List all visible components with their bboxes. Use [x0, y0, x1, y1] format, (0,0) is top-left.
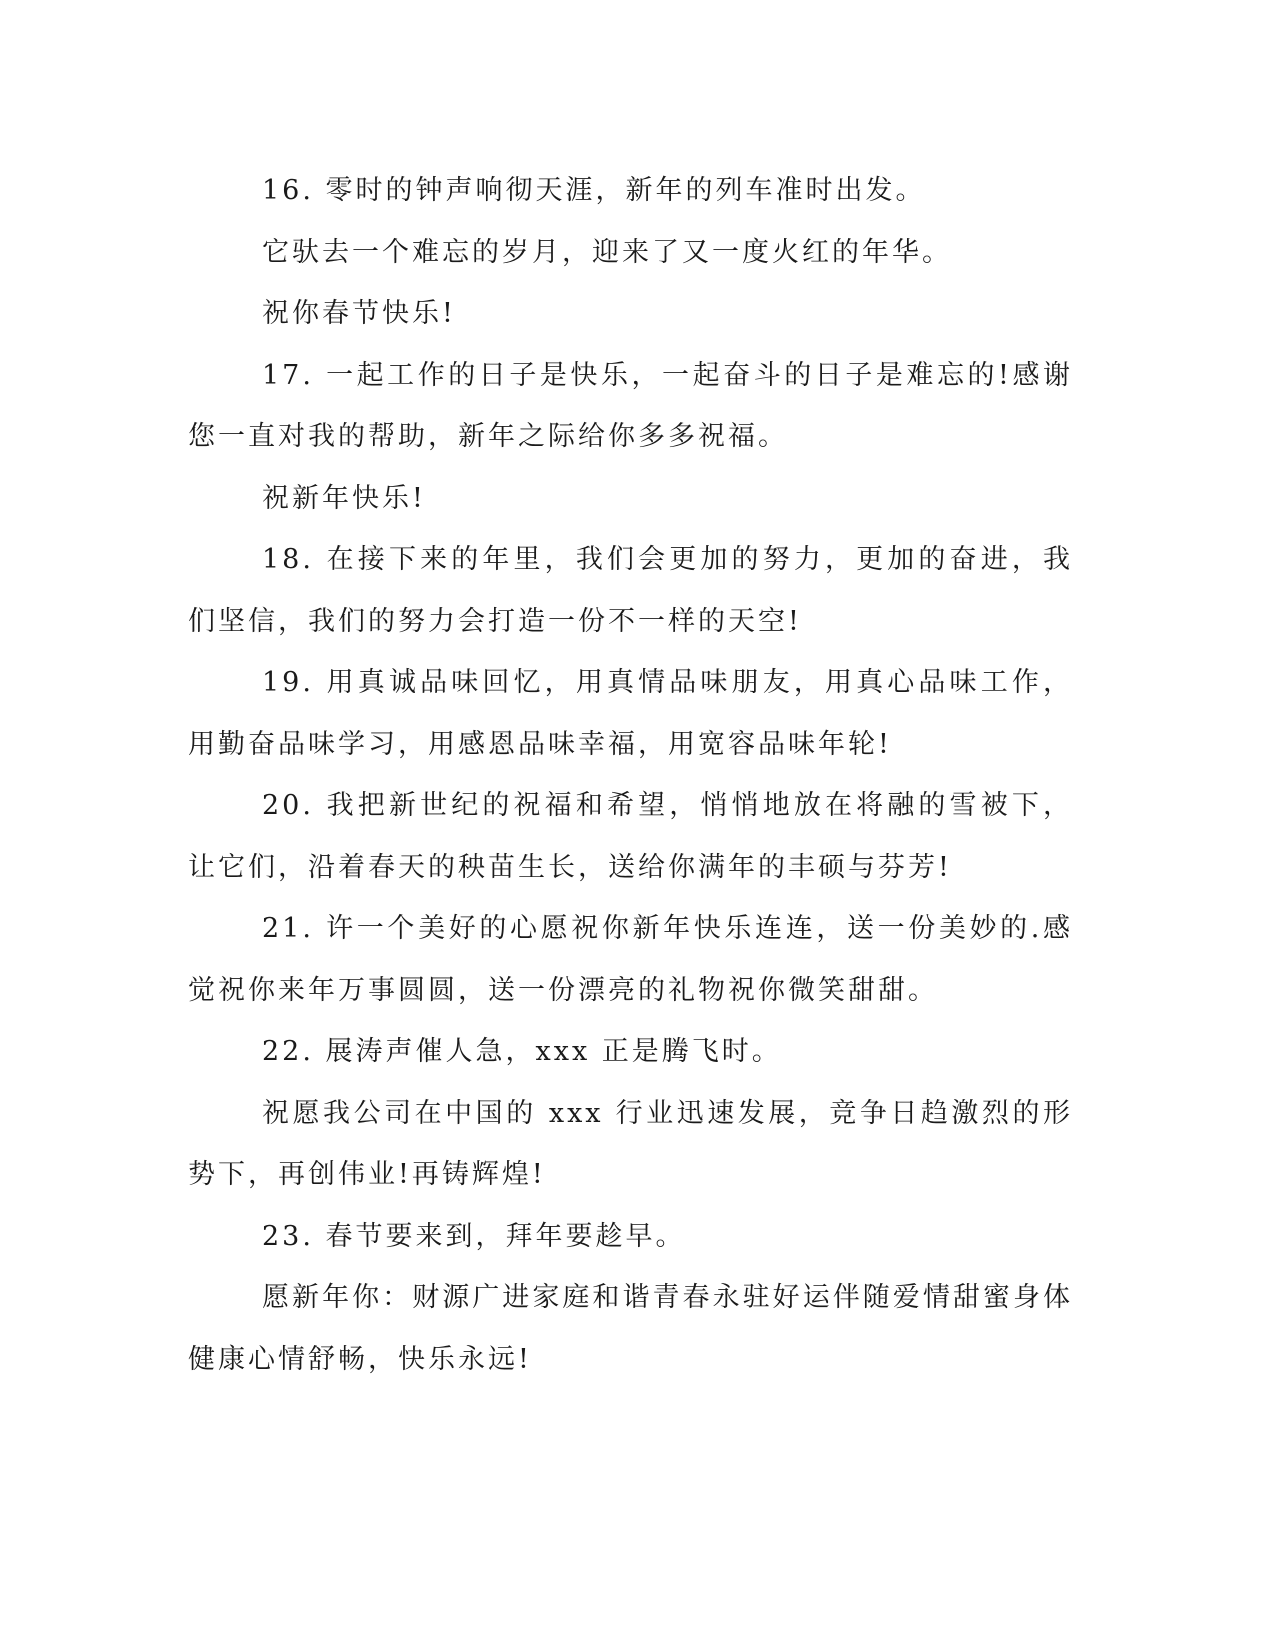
document-body [188, 160, 1073, 1390]
paragraph: 18. 在接下来的年里，我们会更加的努力，更加的奋进，我们坚信，我们的努力会打造一份不一样的天空! [188, 544, 1073, 637]
paragraph: 祝愿我公司在中国的 xxx 行业迅速发展，竞争日趋激烈的形势下，再创伟业!再铸辉煌! [188, 1097, 1073, 1190]
paragraph: 23. 春节要来到，拜年要趁早。 [262, 1220, 686, 1252]
paragraph: 20. 我把新世纪的祝福和希望，悄悄地放在将融的雪被下，让它们，沿着春天的秧苗生长，送给你满年的丰硕与芬芳! [188, 790, 1073, 883]
paragraph: 17. 一起工作的日子是快乐，一起奋斗的日子是难忘的!感谢您一直对我的帮助，新年之际给你多多祝福。 [188, 359, 1073, 452]
paragraph: 祝你春节快乐! [262, 298, 456, 329]
paragraph: 16. 零时的钟声响彻天涯，新年的列车准时出发。 [262, 175, 926, 206]
paragraph: 祝新年快乐! [262, 482, 426, 514]
paragraph: 它驮去一个难忘的岁月，迎来了又一度火红的年华。 [262, 236, 952, 268]
paragraph: 19. 用真诚品味回忆，用真情品味朋友，用真心品味工作，用勤奋品味学习，用感恩品味幸福，用宽容品味年轮! [188, 667, 1073, 760]
paragraph: 21. 许一个美好的心愿祝你新年快乐连连，送一份美妙的.感觉祝你来年万事圆圆，送一份漂亮的礼物祝你微笑甜甜。 [188, 913, 1073, 1006]
paragraph: 愿新年你：财源广进家庭和谐青春永驻好运伴随爱情甜蜜身体健康心情舒畅，快乐永远! [188, 1282, 1073, 1375]
paragraph: 22. 展涛声催人急，xxx 正是腾飞时。 [262, 1036, 782, 1067]
